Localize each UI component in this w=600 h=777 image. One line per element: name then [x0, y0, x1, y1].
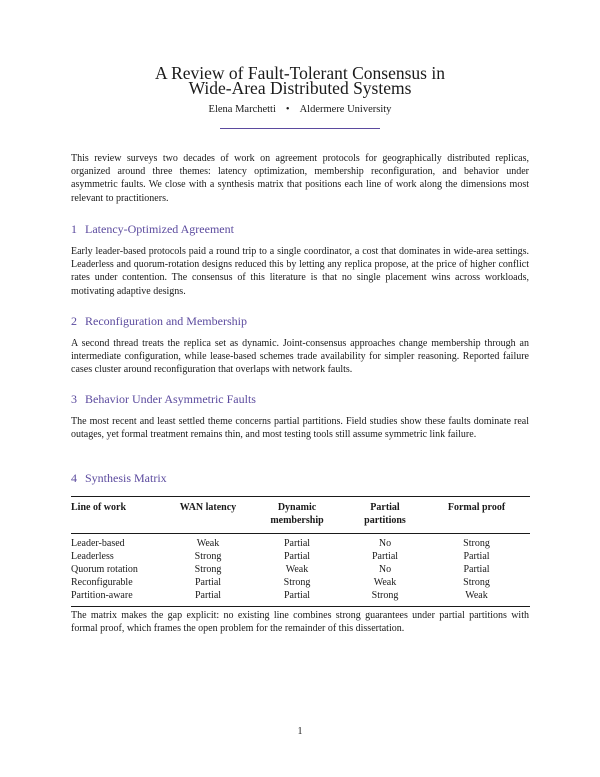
header-formal-proof: Formal proof [447, 502, 506, 513]
header-line-of-work: Line of work [71, 502, 126, 513]
section-number: 2 [71, 314, 77, 328]
table-row [71, 589, 530, 607]
title-line-2: Wide-Area Distributed Systems [188, 78, 412, 98]
cell-partial-partitions: No [378, 538, 392, 549]
section-body-2: A second thread treats the replica set as dynamic. Joint-consensus approaches change membership through an intermediate configuration, while lease-based schemes trade availability for simpler reasoning. Reported failure cases cluster around reconfiguration that overlaps with network faults. [71, 338, 529, 376]
section-number: 1 [71, 222, 77, 236]
section-heading-1 [71, 222, 234, 236]
section-heading-2 [71, 314, 247, 328]
section-heading-4 [71, 471, 167, 485]
cell-dynamic-membership: Partial [283, 538, 311, 549]
table-row [71, 534, 530, 551]
table-row [71, 563, 530, 576]
cell-line-of-work: Quorum rotation [71, 564, 138, 575]
cell-formal-proof: Partial [463, 551, 490, 562]
cell-formal-proof: Partial [463, 564, 490, 575]
cell-partial-partitions: No [378, 564, 392, 575]
byline-separator: • [285, 104, 290, 115]
paper-title [0, 63, 600, 98]
header-text: membership [270, 515, 324, 526]
abstract: This review surveys two decades of work on agreement protocols for geographically distributed replicas, organized around three themes: latency optimization, membership reconfiguration, and behavior under asymmetric faults. We close with a synthesis matrix that positions each line of work along the dimensions most relevant to practitioners. [71, 153, 529, 204]
cell-dynamic-membership: Strong [283, 577, 311, 588]
section-title: Synthesis Matrix [85, 471, 167, 485]
table-header-row [71, 497, 530, 534]
cell-partial-partitions: Strong [371, 590, 399, 601]
section-heading-3 [71, 392, 256, 406]
section-title: Behavior Under Asymmetric Faults [85, 392, 256, 406]
header-dynamic-membership [247, 497, 347, 534]
header-text: partitions [364, 515, 406, 526]
cell-wan-latency: Partial [194, 577, 222, 588]
section-number: 4 [71, 471, 77, 485]
cell-formal-proof: Strong [463, 577, 490, 588]
section-body-4: The matrix makes the gap explicit: no existing line combines strong guarantees under partial partitions with formal proof, which frames the open problem for the remainder of this dissertation. [71, 610, 529, 635]
cell-line-of-work: Partition-aware [71, 590, 133, 601]
cell-wan-latency: Strong [194, 564, 222, 575]
section-number: 3 [71, 392, 77, 406]
table-header [71, 497, 530, 534]
author-name: Elena Marchetti [208, 104, 276, 115]
page-number: 1 [297, 726, 303, 737]
header-text: Partial [370, 502, 400, 513]
title-line-1: A Review of Fault-Tolerant Consensus in [155, 63, 445, 83]
cell-dynamic-membership: Partial [283, 590, 311, 601]
affiliation: Aldermere University [299, 104, 392, 115]
cell-formal-proof: Strong [463, 538, 490, 549]
cell-wan-latency: Partial [194, 590, 222, 601]
table-body [71, 534, 530, 607]
cell-formal-proof: Weak [465, 590, 488, 601]
cell-line-of-work: Reconfigurable [71, 577, 133, 588]
header-partial-partitions [347, 497, 423, 534]
title-divider [220, 128, 380, 129]
cell-line-of-work: Leader-based [71, 538, 125, 549]
cell-line-of-work: Leaderless [71, 551, 114, 562]
section-body-3: The most recent and least settled theme concerns partial partitions. Field studies show these faults dominate real outages, yet formal treatment remains thin, and most testing tools still assume symmetric link failure. [71, 416, 529, 441]
section-title: Reconfiguration and Membership [85, 314, 247, 328]
synthesis-matrix-table [71, 496, 530, 607]
cell-partial-partitions: Partial [371, 551, 399, 562]
cell-dynamic-membership: Partial [283, 551, 311, 562]
table-row [71, 576, 530, 589]
header-text: Dynamic [277, 502, 317, 513]
header-wan-latency: WAN latency [179, 502, 237, 513]
cell-wan-latency: Weak [196, 538, 220, 549]
cell-partial-partitions: Weak [373, 577, 397, 588]
cell-wan-latency: Strong [194, 551, 222, 562]
section-body-1: Early leader-based protocols paid a round trip to a single coordinator, a cost that dominates in wide-area settings. Leaderless and quorum-rotation designs reduced this by letting any replica propose, at the price of higher conflict rates under contention. The consensus of this literature is that no single placement wins across workloads, motivating adaptive designs. [71, 246, 529, 297]
byline [0, 103, 600, 117]
cell-dynamic-membership: Weak [285, 564, 309, 575]
section-title: Latency-Optimized Agreement [85, 222, 234, 236]
table-row [71, 550, 530, 563]
